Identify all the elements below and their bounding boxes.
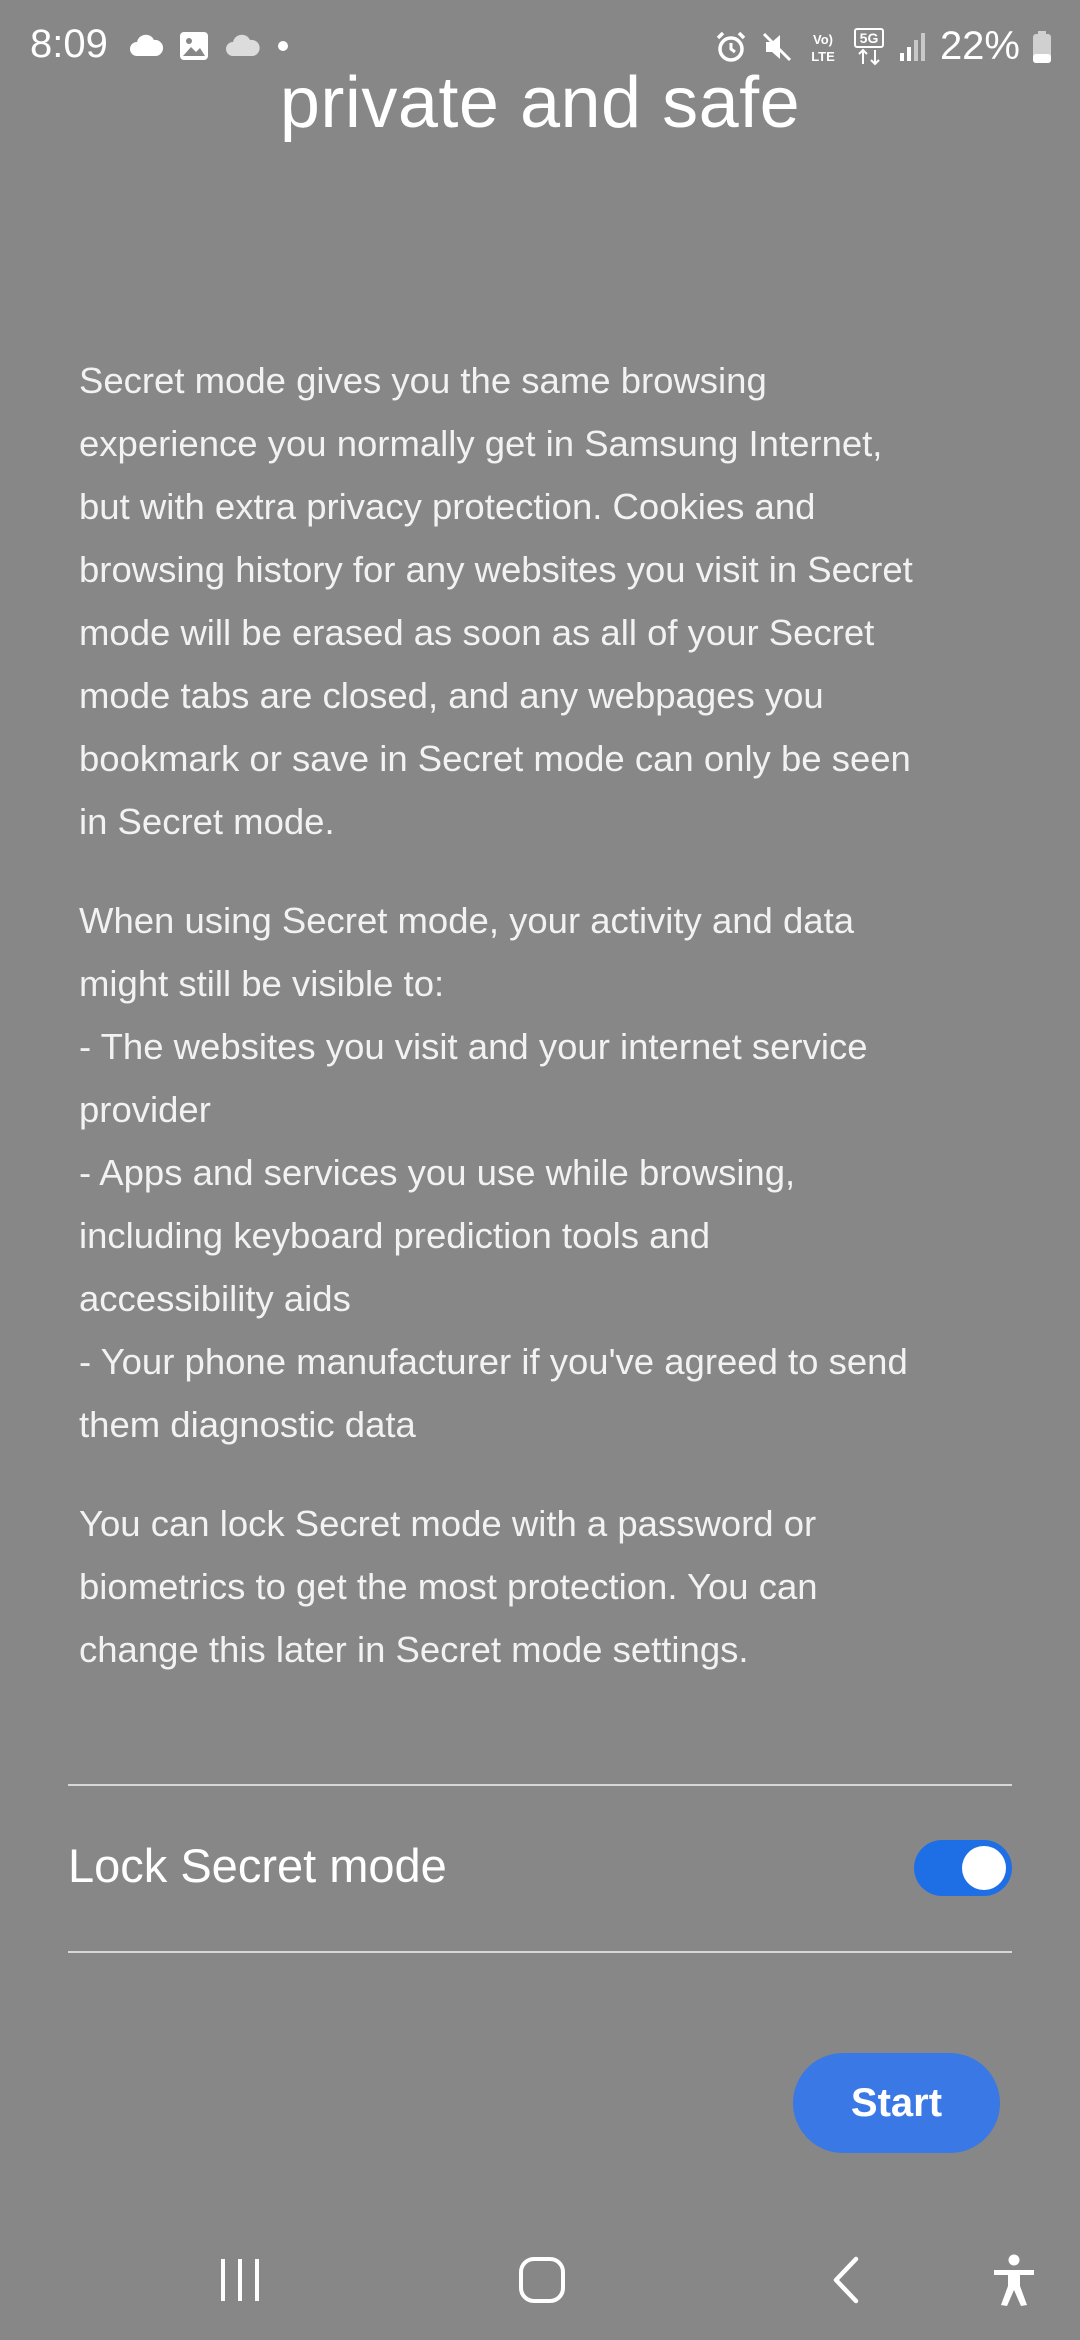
image-icon [178,30,210,62]
text-line: browsing history for any websites you visit in Secret [79,549,913,590]
lock-secret-mode-label: Lock Secret mode [68,1839,447,1892]
status-time: 8:09 [30,22,108,66]
start-button[interactable]: Start [793,2053,1000,2153]
text-line: accessibility aids [79,1278,351,1319]
text-line: change this later in Secret mode settings. [79,1629,749,1670]
back-button[interactable] [806,2250,886,2310]
text-line: When using Secret mode, your activity and data [79,900,855,941]
recents-icon [215,2257,265,2303]
text-line: including keyboard prediction tools and [79,1215,711,1256]
paragraph-visibility [79,889,1019,1456]
text-line: bookmark or save in Secret mode can only be seen [79,738,911,779]
text-line: - Your phone manufacturer if you've agreed to send [79,1341,908,1382]
5g-icon [852,28,886,66]
home-button[interactable] [502,2250,582,2310]
paragraph-secret-mode-intro [79,349,1019,853]
text-line: mode will be erased as soon as all of your Secret [79,612,875,653]
text-line: might still be visible to: [79,963,445,1004]
navigation-bar [0,2210,1080,2340]
onedrive-icon [224,34,262,58]
text-line: - Apps and services you use while browsing, [79,1152,796,1193]
text-line: provider [79,1089,211,1130]
text-line: in Secret mode. [79,801,335,842]
svg-text:Vo): Vo) [812,31,833,47]
battery-icon [1032,30,1052,64]
back-icon [826,2255,866,2305]
text-line: Secret mode gives you the same browsing [79,360,767,401]
recents-button[interactable] [200,2250,280,2310]
secret-mode-description [79,349,1019,1681]
text-line: them diagnostic data [79,1404,416,1445]
signal-icon [898,31,928,63]
paragraph-lock-info [79,1492,1019,1681]
volte-icon [806,29,840,65]
battery-percent: 22% [939,24,1020,68]
text-line: - The websites you visit and your internet service [79,1026,868,1067]
text-line: mode tabs are closed, and any webpages you [79,675,824,716]
page-title: private and safe [279,63,801,143]
svg-text:LTE: LTE [811,48,835,64]
accessibility-button[interactable] [974,2250,1054,2310]
text-line: biometrics to get the most protection. You can [79,1566,818,1607]
home-icon [517,2255,567,2305]
accessibility-icon [991,2253,1037,2307]
status-left-icons [128,30,290,62]
dot-icon [276,39,290,53]
text-line: You can lock Secret mode with a password or [79,1503,817,1544]
alarm-icon [714,30,748,64]
text-line: experience you normally get in Samsung Internet, [79,423,883,464]
lock-secret-mode-row[interactable] [68,1786,1012,1951]
cloud-icon [128,34,164,58]
toggle-knob [962,1846,1006,1890]
divider-bottom [68,1951,1012,1953]
mute-icon [760,30,794,64]
text-line: but with extra privacy protection. Cookies and [79,486,816,527]
svg-text:5G: 5G [859,29,879,46]
lock-secret-mode-toggle[interactable] [914,1840,1012,1896]
